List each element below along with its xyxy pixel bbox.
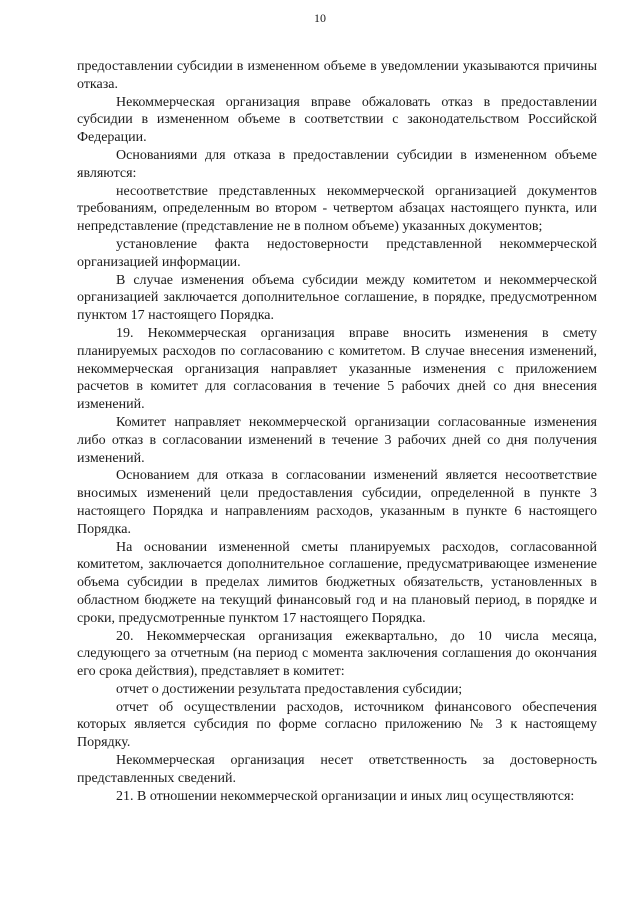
paragraph: 21. В отношении некоммерческой организации и иных лиц осуществляются: — [116, 788, 575, 804]
paragraph: предоставлении субсидии в измененном объеме в уведомлении указываются причины отказа. — [77, 59, 597, 92]
paragraph: Основанием для отказа в согласовании изменений является несоответствие вносимых изменений цели предоставления субсидии, определенной в пункте 3 настоящего Порядка и направлениям расходов, указанным в пункте 6 настоящего Порядка. — [77, 468, 597, 537]
paragraph: В случае изменения объема субсидии между комитетом и некоммерческой организацией заключается дополнительное соглашение, в порядке, предусмотренном пунктом 17 настоящего Порядка. — [77, 272, 597, 324]
paragraph: несоответствие представленных некоммерческой организацией документов требованиям, определенным во втором - четвертом абзацах настоящего пункта, или непредставление (представление не в полном объеме) указанных документов; — [77, 183, 597, 235]
document-body — [77, 58, 597, 805]
paragraph: Некоммерческая организация вправе обжаловать отказ в предоставлении субсидии в измененном объеме в соответствии с законодательством Российской Федерации. — [77, 94, 597, 146]
paragraph: Комитет направляет некоммерческой организации согласованные изменения либо отказ в согласовании изменений в течение 3 рабочих дней со дня получения изменений. — [77, 414, 597, 466]
paragraph: установление факта недостоверности представленной некоммерческой организацией информации. — [77, 236, 597, 270]
paragraph: 19. Некоммерческая организация вправе вносить изменения в смету планируемых расходов по согласованию с комитетом. В случае внесения изменений, некоммерческая организация направляет указанные изменения с приложением расчетов в комитет для согласования в течение 5 рабочих дней со дня внесения изменений. — [77, 325, 597, 413]
paragraph: Некоммерческая организация несет ответственность за достоверность представленных сведений. — [77, 753, 597, 786]
paragraph: На основании измененной сметы планируемых расходов, согласованной комитетом, заключается дополнительное соглашение, предусматривающее изменение объема субсидии в пределах лимитов бюджетных обязательств, установленных в областном бюджете на текущий финансовый год и на плановый период, в порядке и сроки, предусмотренные пунктом 17 настоящего Порядка. — [77, 539, 597, 626]
paragraph: Основаниями для отказа в предоставлении субсидии в измененном объеме являются: — [77, 147, 597, 181]
page-number: 10 — [314, 11, 326, 25]
paragraph: 20. Некоммерческая организация ежеквартально, до 10 числа месяца, следующего за отчетным (на период с момента заключения соглашения до окончания его срока действия), представляет в комитет: — [77, 628, 597, 680]
paragraph: отчет об осуществлении расходов, источником финансового обеспечения которых является субсидия по форме согласно приложению № 3 к настоящему Порядку. — [77, 699, 597, 751]
paragraph: отчет о достижении результата предоставления субсидии; — [116, 681, 463, 697]
